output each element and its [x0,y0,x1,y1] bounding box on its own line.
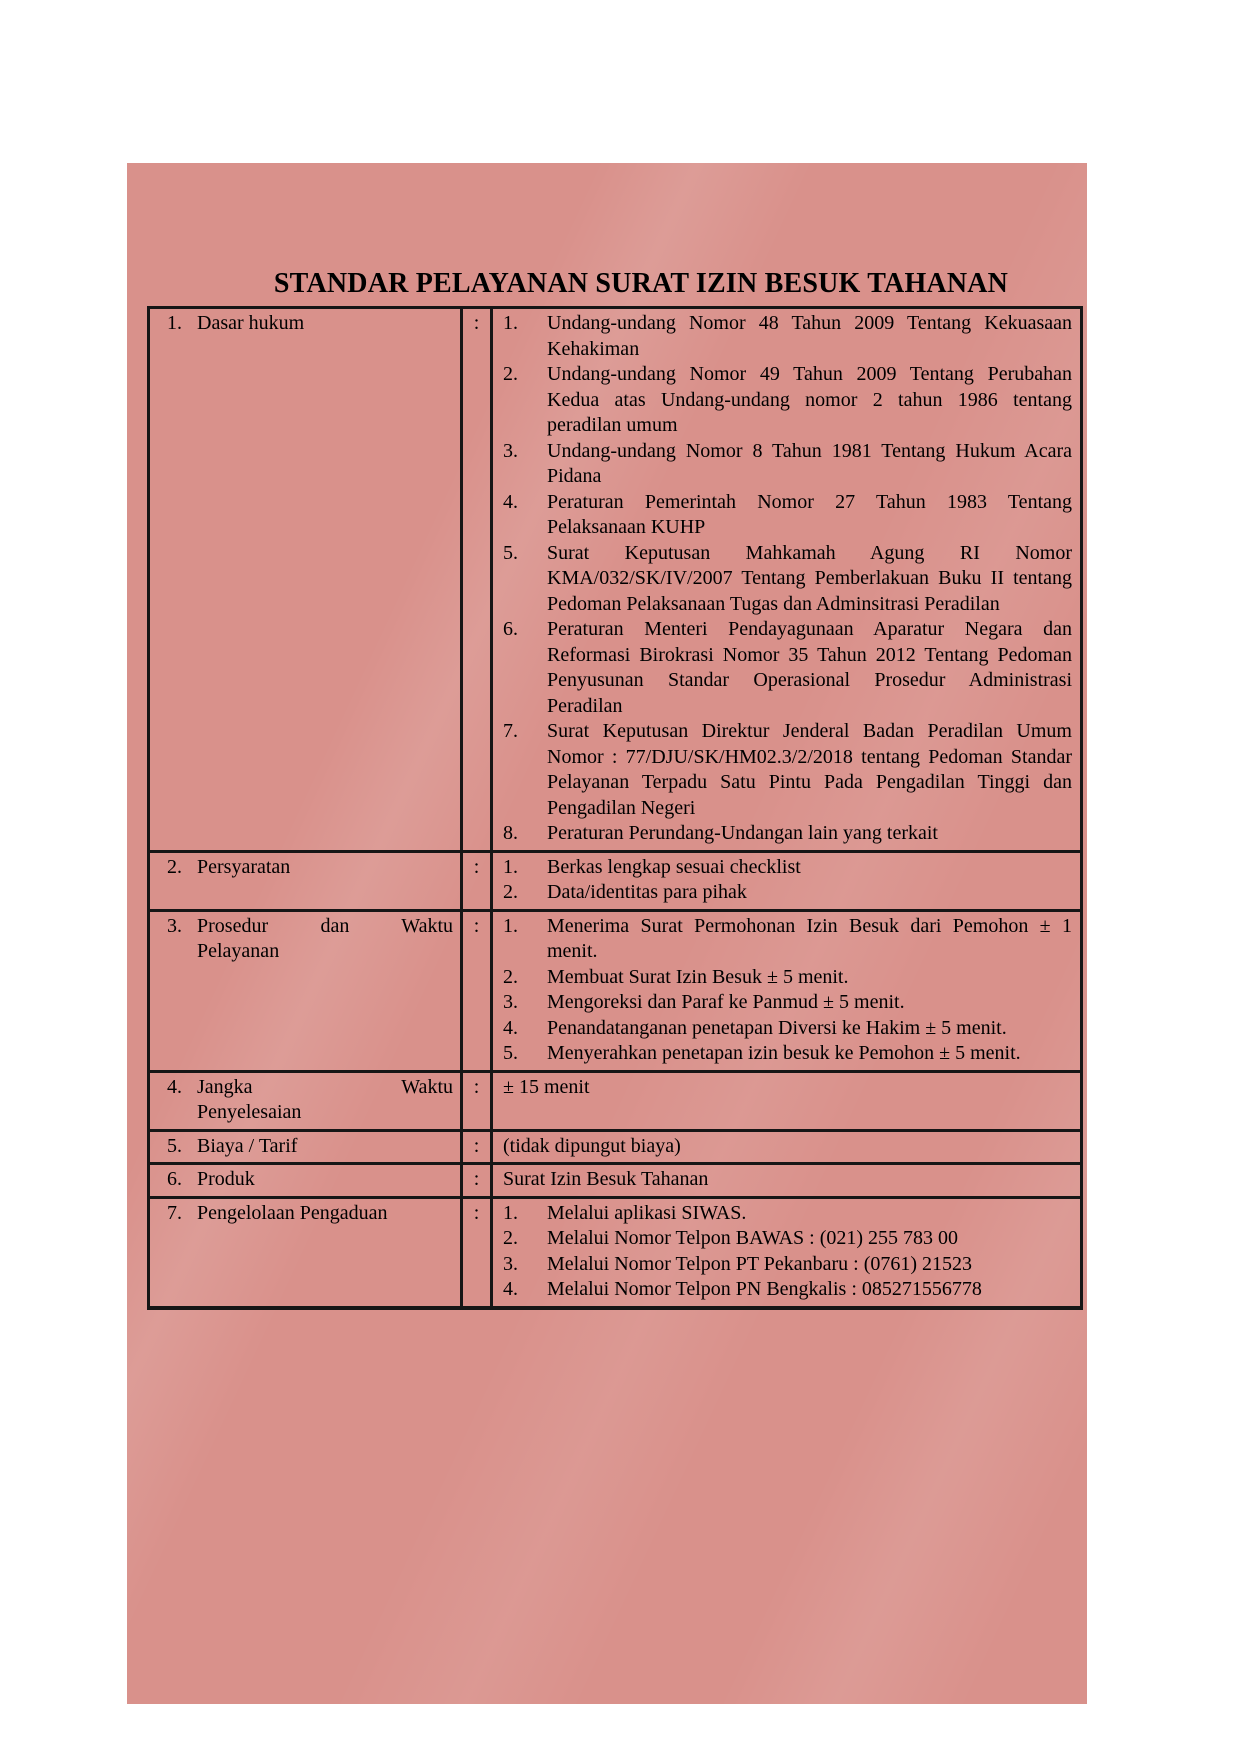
content-item-number: 5. [503,541,518,564]
content-item-number: 4. [503,490,518,513]
content-item-text: Data/identitas para pihak [547,881,747,903]
content-item-text: Surat Keputusan Direktur Jenderal Badan Peradilan Umum Nomor : 77/DJU/SK/HM02.3/2/2018 tentang Pedoman Standar Pelayanan Terpadu Satu Pintu Pada Pengadilan Tinggi dan Pengadilan Negeri [547,720,1072,819]
content-list-item [503,362,1072,439]
row-number: 4. [167,1075,182,1098]
content-item-number: 6. [503,618,518,640]
content-list-item [503,439,1072,490]
row-label-line: Persyaratan [197,855,291,878]
service-standard-table [147,306,1083,1310]
row-colon-separator: : [463,1132,493,1163]
row-colon-separator: : [463,1073,493,1129]
row-label-cell [150,912,463,1070]
row-label [197,855,455,906]
table-row [150,1129,1080,1163]
row-colon-separator: : [463,309,493,850]
row-colon-separator: : [463,853,493,909]
row-label [197,1134,455,1160]
row-label-line: Pengelolaan Pengaduan [197,1201,388,1224]
row-label-line: Penyelesaian [197,1101,302,1123]
row-label-cell [150,309,463,850]
row-colon-separator: : [463,1165,493,1196]
content-list-item [503,617,1072,719]
row-label-cell [150,1073,463,1129]
row-label [197,1201,455,1303]
content-item-number: 3. [503,991,518,1013]
content-item-text: Membuat Surat Izin Besuk ± 5 menit. [547,965,849,988]
content-item-text: Menerima Surat Permohonan Izin Besuk dari Pemohon ± 1 menit. [547,914,1072,962]
content-item-number: 1. [503,855,518,878]
row-label-cell [150,1199,463,1306]
content-list-item [503,914,1072,965]
content-value: ± 15 menit [503,1075,590,1098]
content-item-number: 5. [503,1042,518,1064]
content-list-item [503,311,1072,362]
row-content-cell [493,309,1080,850]
table-row [150,1162,1080,1196]
content-item-text: Melalui aplikasi SIWAS. [547,1201,747,1224]
content-list-item [503,1277,1072,1303]
content-item-number: 2. [503,965,518,988]
content-item-number: 3. [503,1252,518,1275]
row-number: 3. [167,914,182,937]
content-list-item [503,855,1072,881]
row-colon-separator: : [463,1199,493,1306]
row-label [197,1167,455,1193]
content-list-item [503,990,1072,1016]
content-item-text: Peraturan Menteri Pendayagunaan Aparatur Negara dan Reformasi Birokrasi Nomor 35 Tahun 2012 Tentang Pedoman Penyusunan Standar Operasional Prosedur Administrasi Peradilan [547,618,1072,717]
row-label-cell [150,1132,463,1163]
content-item-number: 1. [503,1201,518,1224]
content-item-text: Mengoreksi dan Paraf ke Panmud ± 5 menit. [547,991,905,1013]
content-item-number: 1. [503,914,518,937]
table-row [150,309,1080,850]
row-content-cell [493,1199,1080,1306]
document-card [127,163,1087,1704]
row-content-cell [493,1073,1080,1129]
content-item-text: Melalui Nomor Telpon PN Bengkalis : 085271556778 [547,1278,982,1300]
row-label [197,311,455,847]
row-colon-separator: : [463,912,493,1070]
row-label-line: Jangka Waktu [197,1075,453,1098]
content-item-text: Melalui Nomor Telpon BAWAS : (021) 255 783 00 [547,1227,959,1249]
content-value: (tidak dipungut biaya) [503,1134,681,1157]
content-list-item [503,965,1072,991]
row-number: 7. [167,1201,182,1224]
content-item-text: Undang-undang Nomor 8 Tahun 1981 Tentang Hukum Acara Pidana [547,439,1072,487]
content-item-text: Undang-undang Nomor 48 Tahun 2009 Tentang Kekuasaan Kehakiman [547,312,1072,360]
content-item-text: Melalui Nomor Telpon PT Pekanbaru : (0761) 21523 [547,1252,973,1275]
row-content-cell [493,1165,1080,1196]
content-list-item [503,719,1072,821]
page-title: STANDAR PELAYANAN SURAT IZIN BESUK TAHANAN [273,268,1009,299]
row-number: 2. [167,855,182,878]
content-item-text: Peraturan Perundang-Undangan lain yang terkait [547,822,938,844]
content-list-item [503,1041,1072,1067]
content-item-text: Penandatanganan penetapan Diversi ke Hakim ± 5 menit. [547,1016,1007,1039]
row-label-cell [150,1165,463,1196]
row-label [197,914,455,1067]
content-list-item [503,1016,1072,1042]
row-number: 5. [167,1134,182,1157]
content-list-item [503,880,1072,906]
row-label-line: Biaya / Tarif [197,1134,298,1157]
content-item-number: 2. [503,881,518,903]
content-item-number: 4. [503,1278,518,1300]
table-row [150,850,1080,909]
row-content-cell [493,1132,1080,1163]
table-row [150,1070,1080,1129]
content-list-item [503,821,1072,847]
content-list-item [503,1226,1072,1252]
content-item-text: Surat Keputusan Mahkamah Agung RI Nomor KMA/032/SK/IV/2007 Tentang Pemberlakuan Buku II tentang Pedoman Pelaksanaan Tugas dan Adminsitrasi Peradilan [547,541,1072,615]
content-list-item [503,1201,1072,1227]
content-list-item [503,490,1072,541]
row-label-line: Prosedur dan Waktu [197,914,453,937]
content-item-number: 2. [503,363,518,385]
row-label-line: Pelayanan [197,940,280,962]
row-label-cell [150,853,463,909]
content-item-number: 3. [503,439,518,462]
content-list-item [503,1252,1072,1278]
content-item-text: Peraturan Pemerintah Nomor 27 Tahun 1983 Tentang Pelaksanaan KUHP [547,490,1072,538]
row-number: 6. [167,1168,182,1190]
content-item-number: 8. [503,822,518,844]
row-label-line: Dasar hukum [197,312,305,334]
row-number: 1. [167,312,182,334]
content-item-number: 2. [503,1227,518,1249]
table-row [150,1196,1080,1306]
content-item-number: 1. [503,312,518,334]
content-item-number: 7. [503,720,518,742]
row-label [197,1075,455,1126]
row-label-line: Produk [197,1168,255,1190]
content-list-item [503,541,1072,618]
content-item-text: Undang-undang Nomor 49 Tahun 2009 Tentang Perubahan Kedua atas Undang-undang nomor 2 tahun 1986 tentang peradilan umum [547,363,1072,436]
row-content-cell [493,853,1080,909]
content-item-text: Menyerahkan penetapan izin besuk ke Pemohon ± 5 menit. [547,1042,1021,1064]
content-value: Surat Izin Besuk Tahanan [503,1168,709,1190]
content-item-number: 4. [503,1016,518,1039]
row-content-cell [493,912,1080,1070]
content-item-text: Berkas lengkap sesuai checklist [547,855,801,878]
table-row [150,909,1080,1070]
